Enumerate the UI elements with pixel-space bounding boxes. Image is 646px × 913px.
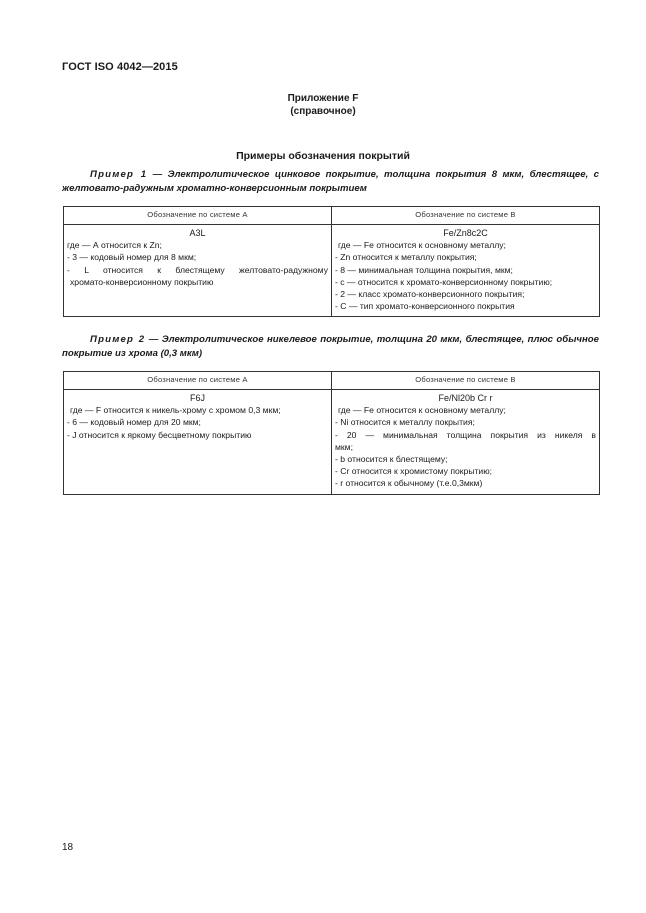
system-b-code: Fe/Zn8c2C — [443, 228, 488, 238]
system-a-line: - 6 — кодовый номер для 20 мкм; — [67, 417, 201, 428]
system-b-cell — [332, 225, 600, 317]
column-header-system-a: Обозначение по системе А — [64, 207, 332, 225]
system-b-line: - с — относится к хромато-конверсионному покрытию; — [335, 276, 553, 287]
system-b-line: - Zn относится к металлу покрытия; — [335, 252, 477, 263]
system-b-cell — [332, 390, 600, 495]
example-2-paragraph — [62, 333, 599, 361]
system-b-line: - b относится к блестящему; — [335, 454, 448, 465]
example-2-text: — Электролитическое никелевое покрытие, толщина 20 мкм, блестящее, плюс обычное покрытие из хрома (0,3 мкм) — [62, 334, 600, 359]
table-row — [64, 225, 600, 317]
page-number: 18 — [62, 842, 74, 853]
system-b-code: Fe/Nl20b Cr r — [438, 393, 493, 403]
system-a-line: - 3 — кодовый номер для 8 мкм; — [67, 252, 197, 263]
table-header-row — [64, 207, 600, 225]
system-b-line: - Ni относится к металлу покрытия; — [335, 417, 475, 428]
system-b-line: где — Fe относится к основному металлу; — [338, 240, 506, 251]
example-1-table — [63, 206, 600, 317]
system-a-line: - J относится к яркому бесцветному покрытию — [67, 429, 252, 440]
document-code-header: ГОСТ ISO 4042—2015 — [62, 61, 178, 73]
system-a-cell — [64, 390, 332, 495]
system-b-line: - r относится к обычному (т.е.0,3мкм) — [335, 478, 483, 489]
example-2-body — [62, 333, 599, 361]
example-2-table — [63, 371, 600, 495]
system-a-code: F6J — [189, 393, 205, 403]
system-b-line: - 2 — класс хромато-конверсионного покрытия; — [335, 289, 525, 300]
example-1-body — [62, 168, 599, 196]
column-header-system-b: Обозначение по системе В — [332, 207, 600, 225]
system-b-line: - С — тип хромато-конверсионного покрытия — [335, 301, 515, 312]
example-2-label: Пример 2 — [90, 334, 146, 345]
system-a-line: хромато-конверсионному покрытию — [70, 276, 214, 287]
example-1-paragraph — [62, 168, 599, 196]
system-a-code: A3L — [189, 228, 206, 238]
system-a-line: - L относится к блестящему желтовато-радужному — [67, 264, 328, 275]
system-b-line: где — Fe относится к основному металлу; — [338, 405, 506, 416]
column-header-system-b: Обозначение по системе В — [332, 372, 600, 390]
system-b-line: мкм; — [335, 441, 353, 452]
appendix-heading — [0, 92, 646, 118]
system-b-line: - Cr относится к хромистому покрытию; — [335, 466, 493, 477]
table-row — [64, 390, 600, 495]
example-1-text: — Электролитическое цинковое покрытие, толщина покрытия 8 мкм, блестящее, с желтовато-радужным хроматно-конверсионным покрытием — [62, 169, 599, 194]
example-1-label: Пример 1 — [90, 169, 148, 180]
system-b-line: - 20 — минимальная толщина покрытия из никеля в — [335, 429, 596, 440]
appendix-subtitle: (справочное) — [290, 106, 356, 117]
system-a-line: где — F относится к никель-хрому с хромом 0,3 мкм; — [70, 405, 281, 416]
system-b-line: - 8 — минимальная толщина покрытия, мкм; — [335, 264, 513, 275]
system-a-cell — [64, 225, 332, 317]
column-header-system-a: Обозначение по системе А — [64, 372, 332, 390]
table-header-row — [64, 372, 600, 390]
section-title: Примеры обозначения покрытий — [236, 150, 410, 162]
system-a-line: где — А относится к Zn; — [67, 240, 162, 251]
appendix-title: Приложение F — [287, 93, 359, 104]
